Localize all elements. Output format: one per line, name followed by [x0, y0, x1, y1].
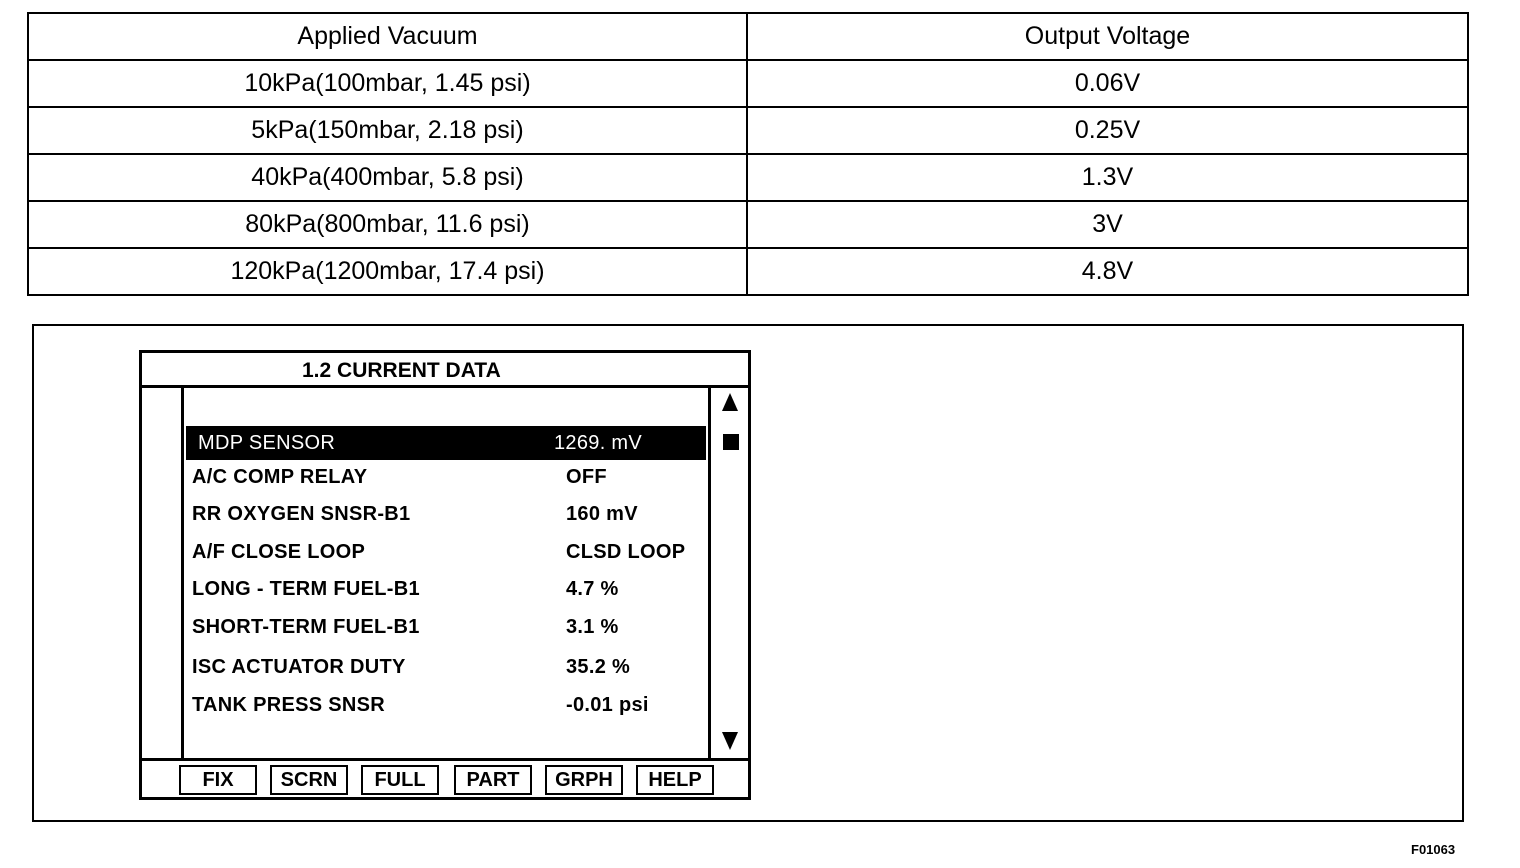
param-value: -0.01 psi — [566, 694, 649, 716]
param-value: CLSD LOOP — [566, 541, 686, 563]
voltage-cell: 3V — [747, 201, 1468, 248]
voltage-cell: 1.3V — [747, 154, 1468, 201]
scroll-up-arrow-icon[interactable] — [722, 393, 738, 411]
function-key-bar — [142, 758, 748, 797]
table-row — [28, 201, 1468, 248]
param-name: ISC ACTUATOR DUTY — [192, 656, 406, 678]
part-button[interactable]: PART — [454, 765, 532, 795]
scroll-thumb[interactable] — [723, 434, 739, 450]
param-name: MDP SENSOR — [198, 432, 336, 454]
param-value: 35.2 % — [566, 656, 631, 678]
param-value: 3.1 % — [566, 616, 619, 638]
vacuum-cell: 5kPa(150mbar, 2.18 psi) — [28, 107, 747, 154]
param-value: 4.7 % — [566, 578, 619, 600]
list-item-selected[interactable] — [186, 426, 706, 460]
scan-tool-screen — [139, 350, 751, 800]
param-name: TANK PRESS SNSR — [192, 694, 386, 716]
list-item[interactable] — [184, 572, 704, 606]
param-value: 160 mV — [566, 503, 638, 525]
param-name: SHORT-TERM FUEL-B1 — [192, 616, 420, 638]
table-row — [28, 107, 1468, 154]
list-item[interactable] — [184, 535, 704, 569]
voltage-cell: 0.25V — [747, 107, 1468, 154]
left-gutter — [142, 388, 184, 758]
vacuum-cell: 10kPa(100mbar, 1.45 psi) — [28, 60, 747, 107]
table-header-row — [28, 13, 1468, 60]
vacuum-cell: 80kPa(800mbar, 11.6 psi) — [28, 201, 747, 248]
param-value: OFF — [566, 466, 607, 488]
scroll-down-arrow-icon[interactable] — [722, 732, 738, 750]
header-output-voltage: Output Voltage — [747, 13, 1468, 60]
grph-button[interactable]: GRPH — [545, 765, 623, 795]
figure-id: F01063 — [1411, 842, 1456, 857]
voltage-cell: 4.8V — [747, 248, 1468, 295]
scrollbar[interactable] — [708, 388, 748, 758]
param-value: 1269. mV — [554, 432, 643, 454]
scrn-button[interactable]: SCRN — [270, 765, 348, 795]
table-row — [28, 248, 1468, 295]
screen-title-text: 1.2 CURRENT DATA — [302, 359, 501, 382]
vacuum-cell: 120kPa(1200mbar, 17.4 psi) — [28, 248, 747, 295]
help-button[interactable]: HELP — [636, 765, 714, 795]
list-item[interactable] — [184, 688, 704, 722]
list-item[interactable] — [184, 497, 704, 531]
table-row — [28, 60, 1468, 107]
fix-button[interactable]: FIX — [179, 765, 257, 795]
vacuum-cell: 40kPa(400mbar, 5.8 psi) — [28, 154, 747, 201]
table-row — [28, 154, 1468, 201]
screen-title — [142, 353, 748, 388]
full-button[interactable]: FULL — [361, 765, 439, 795]
current-data-list — [184, 388, 708, 758]
vacuum-voltage-table — [27, 12, 1469, 296]
voltage-cell: 0.06V — [747, 60, 1468, 107]
list-item[interactable] — [184, 650, 704, 684]
param-name: LONG - TERM FUEL-B1 — [192, 578, 420, 600]
list-item[interactable] — [184, 460, 704, 494]
param-name: A/F CLOSE LOOP — [192, 541, 366, 563]
param-name: A/C COMP RELAY — [192, 466, 368, 488]
list-item[interactable] — [184, 610, 704, 644]
header-applied-vacuum: Applied Vacuum — [28, 13, 747, 60]
param-name: RR OXYGEN SNSR-B1 — [192, 503, 411, 525]
